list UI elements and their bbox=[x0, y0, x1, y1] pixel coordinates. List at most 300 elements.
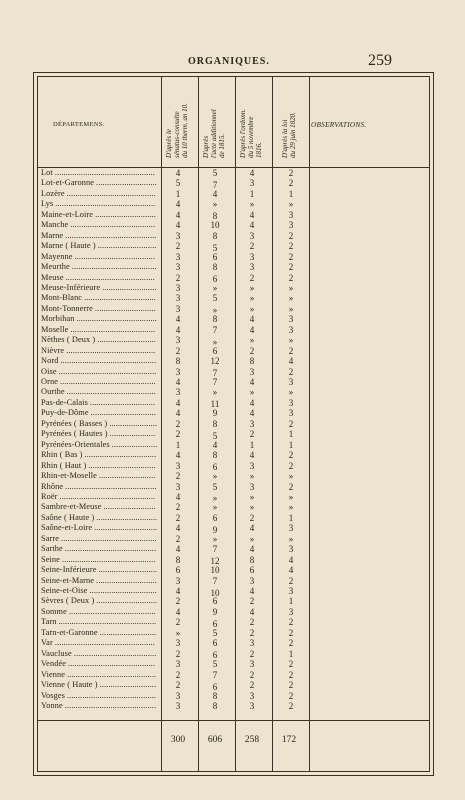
department-name: Lozère bbox=[41, 188, 65, 198]
value-cell: 4 bbox=[175, 377, 181, 387]
value-cell: 4 bbox=[249, 544, 255, 555]
value-cell: » bbox=[288, 303, 294, 314]
value-cell: 10 bbox=[210, 220, 220, 231]
value-cell: 4 bbox=[249, 377, 255, 387]
column-header-loi-1820: D'après la loi du 29 juin 1820. bbox=[281, 112, 297, 158]
department-name: Meuse-Inférieure bbox=[41, 282, 101, 292]
leader-dots: ....................................... bbox=[70, 220, 156, 230]
value-cell: 8 bbox=[212, 690, 218, 701]
running-head: ORGANIQUES. bbox=[188, 56, 270, 67]
value-cell: 11 bbox=[210, 399, 220, 410]
value-cell: » bbox=[249, 471, 255, 482]
leader-dots: ..................... bbox=[111, 439, 158, 449]
value-cell: 7 bbox=[212, 669, 218, 680]
value-cell: 4 bbox=[175, 586, 181, 596]
value-cell: 4 bbox=[175, 450, 181, 461]
total-cell: 300 bbox=[170, 735, 186, 745]
department-name: Vosges bbox=[41, 690, 65, 700]
value-cell: 1 bbox=[288, 512, 294, 523]
department-name: Moselle bbox=[41, 324, 69, 334]
value-cell: 3 bbox=[249, 418, 255, 429]
department-name: Rhône bbox=[41, 481, 64, 491]
value-cell: 6 bbox=[212, 681, 218, 692]
department-name: Maine-et-Loire bbox=[41, 209, 94, 219]
value-cell: 5 bbox=[212, 481, 218, 492]
leader-dots: ......................................... bbox=[66, 188, 156, 198]
leader-dots: ........................... bbox=[97, 335, 156, 345]
column-divider bbox=[309, 77, 310, 771]
value-cell: 8 bbox=[175, 554, 181, 565]
value-cell: 4 bbox=[288, 565, 294, 576]
value-cell: 2 bbox=[288, 460, 294, 471]
value-cell: » bbox=[212, 471, 218, 482]
value-cell: 6 bbox=[212, 462, 218, 473]
value-cell: 7 bbox=[212, 324, 218, 335]
value-cell: 2 bbox=[175, 669, 181, 680]
department-name: Pyrénées-Orientales bbox=[41, 439, 110, 449]
value-cell: 6 bbox=[212, 596, 218, 607]
leader-dots: ............................................ bbox=[60, 377, 156, 386]
value-cell: 8 bbox=[249, 554, 255, 565]
leader-dots: .......................................... bbox=[64, 700, 157, 710]
value-cell: 4 bbox=[249, 168, 255, 178]
value-cell: » bbox=[212, 282, 218, 293]
value-cell: 3 bbox=[175, 575, 181, 586]
value-cell: 2 bbox=[288, 575, 294, 586]
department-name: Manche bbox=[41, 220, 69, 230]
department-name: Lot bbox=[41, 168, 53, 177]
leader-dots: .......................................... bbox=[65, 481, 157, 491]
value-cell: 4 bbox=[175, 314, 181, 325]
department-name: Nord bbox=[41, 356, 59, 366]
value-cell: 2 bbox=[249, 680, 255, 691]
leader-dots: ............................ bbox=[95, 209, 156, 219]
leader-dots: ....................................... bbox=[70, 324, 156, 334]
value-cell: » bbox=[212, 493, 218, 504]
leader-dots: ........................... bbox=[98, 565, 158, 575]
value-cell: 2 bbox=[288, 272, 294, 283]
leader-dots: ............................ bbox=[96, 575, 157, 585]
value-cell: » bbox=[249, 282, 255, 293]
department-name: Ourthe bbox=[41, 387, 65, 397]
leader-dots: ............................ bbox=[96, 512, 158, 522]
value-cell: » bbox=[288, 199, 294, 210]
value-cell: 3 bbox=[288, 314, 294, 325]
department-name: Saône-et-Loire bbox=[41, 523, 93, 533]
value-cell: 9 bbox=[212, 524, 218, 535]
department-name: Var bbox=[41, 638, 53, 648]
value-cell: 2 bbox=[175, 241, 181, 252]
value-cell: 1 bbox=[288, 429, 294, 440]
department-name: Vendée bbox=[41, 659, 67, 669]
value-cell: » bbox=[288, 533, 294, 544]
department-name: Seine-et-Oise bbox=[41, 586, 88, 595]
value-cell: 3 bbox=[175, 690, 181, 701]
department-name: Meuse bbox=[41, 272, 64, 282]
department-name: Vienne bbox=[41, 669, 66, 679]
value-cell: 1 bbox=[249, 188, 255, 199]
value-cell: 1 bbox=[175, 439, 181, 450]
department-name: Somme bbox=[41, 606, 67, 616]
value-cell: 5 bbox=[175, 178, 181, 189]
value-cell: 8 bbox=[212, 314, 218, 325]
value-cell: 2 bbox=[288, 418, 294, 429]
value-cell: » bbox=[212, 199, 218, 210]
value-cell: 4 bbox=[175, 220, 181, 231]
leader-dots: ............................ bbox=[96, 178, 157, 188]
value-cell: 5 bbox=[212, 659, 218, 670]
value-cell: 2 bbox=[249, 345, 255, 356]
value-cell: 3 bbox=[175, 230, 181, 241]
department-name: Mont-Blanc bbox=[41, 293, 83, 303]
leader-dots: .......................................... bbox=[65, 230, 157, 240]
leader-dots: ............................................. bbox=[58, 617, 157, 627]
value-cell: 4 bbox=[249, 324, 255, 335]
department-name: Nièvre bbox=[41, 345, 65, 355]
column-divider bbox=[198, 77, 199, 771]
value-cell: 2 bbox=[175, 617, 181, 628]
value-cell: 3 bbox=[175, 262, 181, 273]
value-cell: 2 bbox=[175, 596, 181, 607]
value-cell: 3 bbox=[249, 262, 255, 273]
value-cell: 3 bbox=[249, 230, 255, 241]
value-cell: 3 bbox=[288, 408, 294, 419]
value-cell: 4 bbox=[175, 397, 181, 408]
value-cell: » bbox=[212, 305, 218, 316]
value-cell: 3 bbox=[175, 700, 181, 711]
value-cell: 4 bbox=[249, 314, 255, 325]
department-name: Mayenne bbox=[41, 251, 73, 261]
value-cell: 2 bbox=[288, 241, 294, 252]
value-cell: 10 bbox=[210, 565, 220, 576]
value-cell: 3 bbox=[288, 606, 294, 617]
value-cell: 3 bbox=[175, 251, 181, 262]
value-cell: 3 bbox=[175, 293, 181, 304]
value-cell: 12 bbox=[210, 356, 220, 367]
value-cell: 8 bbox=[212, 230, 218, 241]
value-cell: 2 bbox=[288, 345, 294, 356]
value-cell: 3 bbox=[249, 366, 255, 377]
column-header-ordonnance: D'après l'ordonn. du 5 novembre 1816. bbox=[239, 108, 263, 158]
value-cell: 3 bbox=[175, 335, 181, 346]
value-cell: 3 bbox=[249, 251, 255, 262]
value-cell: 2 bbox=[288, 700, 294, 711]
value-cell: 9 bbox=[212, 606, 218, 617]
value-cell: 2 bbox=[175, 471, 181, 482]
value-cell: 3 bbox=[175, 638, 181, 649]
value-cell: 8 bbox=[175, 356, 181, 367]
value-cell: 3 bbox=[175, 366, 181, 377]
value-cell: 7 bbox=[212, 377, 218, 387]
value-cell: 7 bbox=[212, 179, 218, 190]
value-cell: 3 bbox=[288, 544, 294, 555]
leader-dots: ...................... bbox=[109, 418, 158, 428]
value-cell: 8 bbox=[249, 356, 255, 367]
value-cell: 3 bbox=[249, 481, 255, 492]
leader-dots: ............................... bbox=[89, 586, 157, 595]
column-header-departements: DÉPARTEMENS. bbox=[53, 121, 105, 128]
value-cell: 3 bbox=[175, 659, 181, 670]
value-cell: 8 bbox=[212, 211, 218, 222]
value-cell: 6 bbox=[212, 618, 218, 629]
value-cell: 9 bbox=[212, 408, 218, 419]
value-cell: 4 bbox=[175, 491, 181, 502]
value-cell: » bbox=[288, 491, 294, 502]
value-cell: 4 bbox=[175, 606, 181, 617]
value-cell: 6 bbox=[212, 345, 218, 356]
value-cell: 4 bbox=[249, 606, 255, 617]
value-cell: 2 bbox=[175, 345, 181, 356]
value-cell: 6 bbox=[212, 638, 218, 649]
total-cell: 606 bbox=[207, 735, 223, 745]
leader-dots: .............................................. bbox=[54, 168, 155, 177]
value-cell: 2 bbox=[288, 230, 294, 241]
value-cell: » bbox=[249, 303, 255, 314]
value-cell: 4 bbox=[175, 544, 181, 555]
column-divider bbox=[235, 77, 236, 771]
value-cell: 3 bbox=[175, 387, 181, 398]
leader-dots: .............................. bbox=[90, 408, 156, 418]
value-cell: 3 bbox=[249, 659, 255, 670]
value-cell: 6 bbox=[212, 650, 218, 661]
value-cell: 4 bbox=[249, 523, 255, 534]
value-cell: 2 bbox=[288, 168, 294, 178]
value-cell: 10 bbox=[210, 587, 220, 598]
value-cell: » bbox=[249, 502, 255, 513]
value-cell: 2 bbox=[175, 533, 181, 544]
value-cell: 4 bbox=[212, 439, 218, 450]
department-name: Vaucluse bbox=[41, 648, 72, 658]
value-cell: » bbox=[288, 471, 294, 482]
value-cell: 2 bbox=[288, 690, 294, 701]
column-divider bbox=[272, 77, 273, 771]
value-cell: 5 bbox=[212, 627, 218, 638]
value-cell: 3 bbox=[175, 303, 181, 314]
value-cell: 8 bbox=[212, 450, 218, 461]
leader-dots: ................................. bbox=[84, 293, 156, 303]
value-cell: 3 bbox=[249, 575, 255, 586]
value-cell: 6 bbox=[212, 512, 218, 523]
value-cell: 2 bbox=[288, 627, 294, 638]
value-cell: 3 bbox=[288, 324, 294, 335]
value-cell: 4 bbox=[175, 199, 181, 210]
value-cell: 5 bbox=[212, 293, 218, 304]
department-name: Roër bbox=[41, 491, 58, 501]
department-name: Sèvres ( Deux ) bbox=[41, 596, 95, 606]
leader-dots: ....................................... bbox=[71, 262, 157, 272]
value-cell: » bbox=[249, 293, 255, 304]
value-cell: 2 bbox=[175, 429, 181, 440]
value-cell: 3 bbox=[249, 460, 255, 471]
value-cell: 2 bbox=[288, 262, 294, 273]
value-cell: 2 bbox=[249, 669, 255, 680]
value-cell: 2 bbox=[249, 596, 255, 607]
department-name: Puy-de-Dôme bbox=[41, 408, 89, 418]
value-cell: » bbox=[175, 627, 181, 638]
department-name: Lys bbox=[41, 199, 54, 209]
value-cell: 2 bbox=[288, 251, 294, 262]
value-cell: » bbox=[249, 199, 255, 210]
leader-dots: ......................................... bbox=[67, 669, 157, 679]
value-cell: 2 bbox=[249, 512, 255, 523]
department-name: Rhin ( Haut ) bbox=[41, 460, 87, 470]
value-cell: 3 bbox=[249, 690, 255, 701]
value-cell: 2 bbox=[288, 680, 294, 691]
department-name: Pas-de-Calais bbox=[41, 397, 88, 407]
department-name: Yonne bbox=[41, 700, 63, 710]
value-cell: 4 bbox=[249, 408, 255, 419]
value-cell: 3 bbox=[288, 397, 294, 408]
column-header-acte-additionnel: D'après l'acte additionnel de 1815. bbox=[202, 109, 226, 158]
total-cell: 172 bbox=[281, 735, 297, 745]
department-name: Sarre bbox=[41, 533, 60, 543]
value-cell: 5 bbox=[212, 430, 218, 441]
department-name: Marne bbox=[41, 230, 64, 240]
value-cell: 2 bbox=[249, 627, 255, 638]
value-cell: 2 bbox=[288, 450, 294, 461]
value-cell: 6 bbox=[212, 251, 218, 262]
leader-dots: .......................... bbox=[99, 627, 157, 637]
leader-dots: ...................................... bbox=[73, 648, 157, 658]
value-cell: » bbox=[212, 387, 218, 398]
leader-dots: ............................................. bbox=[58, 366, 157, 376]
department-name: Pyrénées ( Basses ) bbox=[41, 418, 108, 428]
page-header bbox=[0, 52, 465, 72]
department-name: Tarn bbox=[41, 617, 57, 627]
page-number: 259 bbox=[368, 52, 392, 69]
value-cell: 2 bbox=[288, 481, 294, 492]
leader-dots: ......................................... bbox=[66, 387, 156, 397]
value-cell: 4 bbox=[212, 188, 218, 199]
value-cell: 4 bbox=[288, 356, 294, 367]
value-cell: 2 bbox=[288, 638, 294, 649]
department-name: Tarn-et-Garonne bbox=[41, 627, 98, 637]
value-cell: 2 bbox=[249, 272, 255, 283]
department-name: Mont-Tonnerre bbox=[41, 303, 93, 313]
value-cell: 2 bbox=[288, 617, 294, 628]
column-header-senatus-consulte: D'après le sénatus-consulte du 10 therm. an 10. bbox=[165, 103, 189, 158]
leader-dots: ......................................... bbox=[66, 345, 156, 355]
value-cell: 3 bbox=[288, 220, 294, 231]
department-name: Marne ( Haute ) bbox=[41, 241, 96, 251]
value-cell: 2 bbox=[175, 648, 181, 659]
value-cell: 4 bbox=[175, 324, 181, 335]
department-name: Sambre-et-Meuse bbox=[41, 502, 102, 512]
value-cell: 1 bbox=[249, 439, 255, 450]
value-cell: 2 bbox=[175, 502, 181, 513]
value-cell: » bbox=[212, 336, 218, 347]
leader-dots: .............................................. bbox=[54, 638, 155, 648]
value-cell: 4 bbox=[249, 397, 255, 408]
department-name: Meurthe bbox=[41, 262, 70, 272]
value-cell: 7 bbox=[212, 575, 218, 586]
totals-rule bbox=[38, 720, 429, 721]
leader-dots: .............................. bbox=[89, 397, 156, 407]
leader-dots: ............................ bbox=[94, 303, 156, 313]
leader-dots: ............................................ bbox=[59, 491, 156, 501]
value-cell: » bbox=[288, 282, 294, 293]
column-header-observations: OBSERVATIONS. bbox=[311, 121, 367, 129]
leader-dots: ............................ bbox=[96, 596, 158, 606]
total-cell: 258 bbox=[244, 735, 260, 745]
value-cell: 2 bbox=[249, 241, 255, 252]
value-cell: » bbox=[249, 335, 255, 346]
leader-dots: ............................. bbox=[94, 523, 158, 533]
leader-dots: .......................... bbox=[99, 680, 157, 690]
value-cell: 3 bbox=[175, 481, 181, 492]
value-cell: 4 bbox=[288, 554, 294, 565]
leader-dots: ................................. bbox=[84, 450, 157, 460]
department-name: Oise bbox=[41, 366, 57, 376]
value-cell: 4 bbox=[249, 450, 255, 461]
value-cell: 2 bbox=[288, 178, 294, 189]
value-cell: 5 bbox=[212, 168, 218, 178]
value-cell: 1 bbox=[288, 596, 294, 607]
leader-dots: ..................... bbox=[109, 429, 156, 439]
department-name: Sarthe bbox=[41, 544, 63, 554]
department-name: Lot-et-Garonne bbox=[41, 178, 95, 188]
department-name: Orne bbox=[41, 377, 58, 386]
value-cell: 8 bbox=[212, 262, 218, 273]
leader-dots: .......................... bbox=[98, 471, 156, 481]
value-cell: 4 bbox=[175, 523, 181, 534]
value-cell: 3 bbox=[249, 700, 255, 711]
value-cell: 4 bbox=[249, 586, 255, 596]
leader-dots: ......................................... bbox=[66, 690, 157, 700]
value-cell: » bbox=[288, 502, 294, 513]
value-cell: 4 bbox=[249, 209, 255, 220]
value-cell: 8 bbox=[212, 418, 218, 429]
leader-dots: ........................ bbox=[103, 502, 156, 512]
value-cell: » bbox=[288, 293, 294, 304]
value-cell: 3 bbox=[288, 209, 294, 220]
value-cell: 3 bbox=[249, 638, 255, 649]
value-cell: 3 bbox=[175, 460, 181, 471]
department-name: Nèthes ( Deux ) bbox=[41, 335, 96, 345]
value-cell: 1 bbox=[288, 648, 294, 659]
value-cell: » bbox=[249, 387, 255, 398]
value-cell: 1 bbox=[288, 439, 294, 450]
value-cell: 2 bbox=[288, 669, 294, 680]
value-cell: 4 bbox=[175, 168, 181, 178]
department-name: Seine-Inférieure bbox=[41, 565, 97, 575]
value-cell: 12 bbox=[210, 556, 220, 567]
value-cell: 5 bbox=[212, 242, 218, 253]
department-name: Seine bbox=[41, 554, 60, 564]
department-name: Rhin-et-Moselle bbox=[41, 471, 97, 481]
value-cell: » bbox=[288, 387, 294, 398]
leader-dots: ............................................ bbox=[61, 533, 157, 543]
value-cell: 2 bbox=[175, 512, 181, 523]
value-cell: 3 bbox=[288, 523, 294, 534]
value-cell: 3 bbox=[175, 282, 181, 293]
leader-dots: ..................................... bbox=[74, 251, 156, 261]
value-cell: 8 bbox=[212, 700, 218, 711]
value-cell: 1 bbox=[175, 188, 181, 199]
value-cell: 1 bbox=[288, 188, 294, 199]
leader-dots: ............................... bbox=[88, 460, 156, 470]
value-cell: 2 bbox=[175, 272, 181, 283]
value-cell: 2 bbox=[288, 659, 294, 670]
value-cell: » bbox=[212, 502, 218, 513]
value-cell: 2 bbox=[249, 648, 255, 659]
value-cell: » bbox=[249, 533, 255, 544]
department-name: Pyrénées ( Hautes ) bbox=[41, 429, 108, 439]
department-name: Rhin ( Bas ) bbox=[41, 450, 83, 460]
column-divider bbox=[161, 77, 162, 771]
leader-dots: .............................................. bbox=[55, 199, 156, 209]
department-name: Morbihan bbox=[41, 314, 75, 324]
